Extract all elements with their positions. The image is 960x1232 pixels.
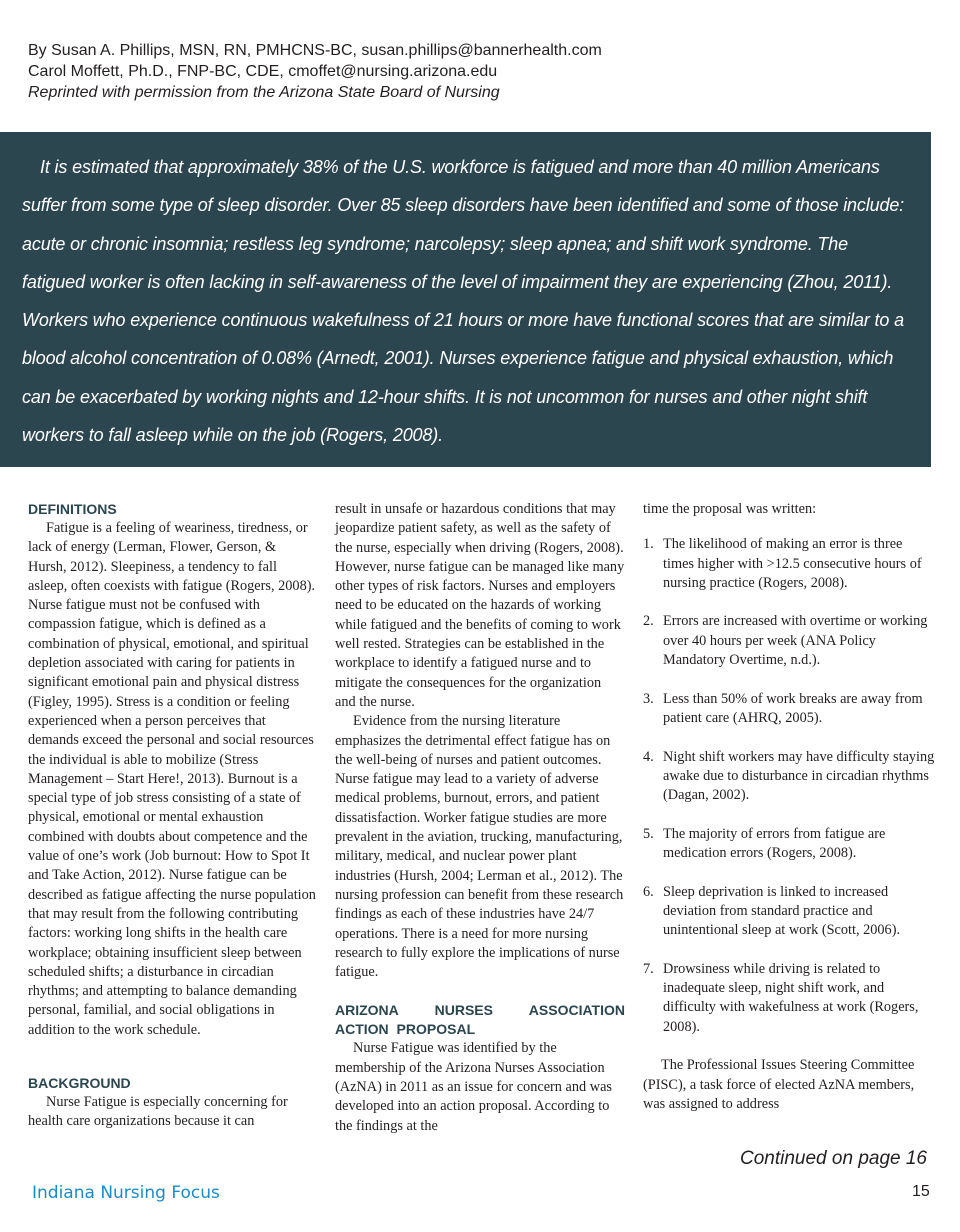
column-1 (28, 500, 318, 1132)
page-number: 15 (912, 1183, 930, 1200)
intro-callout (0, 132, 931, 467)
background-heading: BACKGROUND (28, 1075, 131, 1092)
list-item: 4. Night shift workers may have difficulty staying awake due to disturbance in circadian rhythms (Dagan, 2002). (643, 748, 935, 804)
column-3 (643, 500, 935, 1114)
column-2 (335, 500, 625, 1136)
body-paragraph-1: result in unsafe or hazardous conditions that may jeopardize patient safety, as well as the safety of the nurse, especially when driving (Rogers, 2008). However, nurse fatigue can be managed like many other types of risk factors. Nurses and employers need to be educated on the hazards of working while fatigued and the benefits of coming to work well rested. Strategies can be established in the workplace to identify a fatigued nurse and to mitigate the consequences for the organization and the nurse. (335, 501, 625, 710)
byline (28, 40, 928, 103)
continued-note: Continued on page 16 (740, 1148, 927, 1169)
list-item: 1. The likelihood of making an error is three times higher with >12.5 consecutive hours of nursing practice (Rogers, 2008). (643, 536, 922, 591)
author-line-2: Carol Moffett, Ph.D., FNP-BC, CDE, cmoffet@nursing.arizona.edu (28, 63, 498, 80)
list-item: 6. Sleep deprivation is linked to increased deviation from standard practice and unintentional sleep at work (Scott, 2006). (643, 883, 901, 939)
definitions-paragraph: Fatigue is a feeling of weariness, tiredness, or lack of energy (Lerman, Flower, Gerson, & Hursh, 2012). Sleepiness, a tendency to fall asleep, often coexists with fatigue (Rogers, 2008). Nurse fatigue must not be confused with compassion fatigue, which is defined as a combination of physical, emotional, and spiritual depletion associated with caring for patients in significant emotional pain and physical distress (Figley, 1995). Stress is a condition or feeling experienced when a person perceives that demands exceed the personal and social resources the individual is able to mobilize (Stress Management – Start Here!, 2013). Burnout is a special type of job stress consisting of a state of physical, emotional or mental exhaustion combined with doubts about competence and the value of one’s work (Job burnout: How to Spot It and Take Action, 2012). Nurse fatigue can be described as fatigue affecting the nurse population that may result from the following contributing factors: working long shifts in the health care workplace; obtaining insufficient sleep between scheduled shifts; a disturbance in circadian rhythms; and attempting to balance demanding personal, familial, and social obligations in addition to the work schedule. (28, 520, 316, 1038)
author-line-1: By Susan A. Phillips, MSN, RN, PMHCNS-BC, susan.phillips@bannerhealth.com (28, 42, 602, 59)
background-paragraph: Nurse Fatigue is especially concerning for health care organizations because it can (28, 1094, 288, 1130)
callout-text: It is estimated that approximately 38% of the U.S. workforce is fatigued and more than 40 million Americans suffer from some type of sleep disorder. Over 85 sleep disorders have been identified and some of those include: acute or chronic insomnia; restless leg syndrome; narcolepsy; sleep apnea; and shift work syndrome. The fatigued worker is often lacking in self-awareness of the level of impairment they are experiencing (Zhou, 2011). Workers who experience continuous wakefulness of 21 hours or more have functional scores that are similar to a blood alcohol concentration of 0.08% (Arnedt, 2001). Nurses experience fatigue and physical exhaustion, which can be exacerbated by working nights and 12-hour shifts. It is not uncommon for nurses and other night shift workers to fall asleep while on the job (Rogers, 2008). (22, 157, 905, 446)
list-item: 3. Less than 50% of work breaks are away from patient care (AHRQ, 2005). (643, 690, 923, 726)
findings-intro: time the proposal was written: (643, 501, 817, 517)
action-proposal-heading: ARIZONA NURSES ASSOCIATION ACTION PROPOSAL (335, 1002, 625, 1038)
list-item: 2. Errors are increased with overtime or working over 40 hours per week (ANA Policy Mandatory Overtime, n.d.). (643, 613, 928, 669)
body-paragraph-3: Nurse Fatigue was identified by the membership of the Arizona Nurses Association (AzNA) in 2011 as an issue for concern and was developed into an action proposal. According to the findings at the (335, 1040, 612, 1134)
body-paragraph-2: Evidence from the nursing literature emphasizes the detrimental effect fatigue has on the well-being of nurses and patient outcomes. Nurse fatigue may lead to a variety of adverse medical problems, burnout, errors, and patient dissatisfaction. Worker fatigue studies are more prevalent in the aviation, trucking, manufacturing, military, medical, and nuclear power plant industries (Hursh, 2004; Lerman et al., 2012). The nursing profession can benefit from these research findings as each of these industries have 24/7 operations. There is a need for more nursing research to fully explore the implications of nurse fatigue. (335, 713, 624, 981)
findings-list (643, 535, 935, 1037)
definitions-heading: DEFINITIONS (28, 501, 117, 517)
reprint-note: Reprinted with permission from the Arizona State Board of Nursing (28, 84, 500, 101)
list-item: 7. Drowsiness while driving is related to inadequate sleep, night shift work, and difficulty with wakefulness at work (Rogers, 2008). (643, 960, 919, 1035)
publication-title: Indiana Nursing Focus (32, 1183, 220, 1203)
closing-paragraph: The Professional Issues Steering Committee (PISC), a task force of elected AzNA members, was assigned to address (643, 1057, 915, 1112)
list-item: 5. The majority of errors from fatigue are medication errors (Rogers, 2008). (643, 825, 886, 862)
